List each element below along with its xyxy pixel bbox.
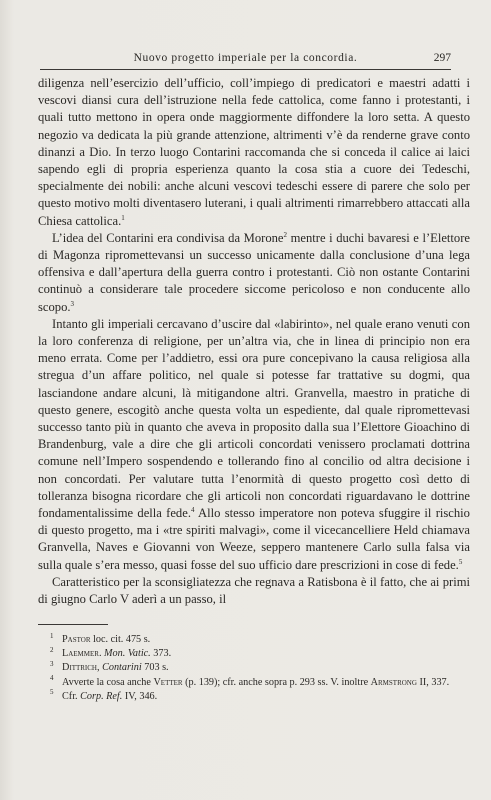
paragraph-4: Caratteristico per la sconsigliatezza che regnava a Ratisbona è il fatto, che ai primi di giugno Carlo V aderì a un passo, il	[38, 574, 470, 607]
body-text	[38, 75, 470, 608]
footnote-rule	[38, 624, 108, 625]
footnote-1: 1 Pastor loc. cit. 475 s.	[50, 631, 151, 645]
footnote-ref-5: 5	[458, 557, 463, 566]
footnote-ref-3: 3	[70, 299, 75, 308]
page-number: 297	[433, 52, 451, 64]
footnote-4: 4 Avverte la cosa anche Vetter (p. 139); cfr. anche sopra p. 293 ss. V. inoltre Armstrong II, 337.	[50, 674, 450, 688]
footnote-ref-1: 1	[121, 213, 125, 222]
paragraph-3: Intanto gli imperiali cercavano d’uscire dal «labirinto», nel quale erano venuti con la loro conferenza di religione, per un’altra via, che in linea di principio non era meno errata. Come per l’addietro, essi ora pure concepivano la causa religiosa alla stregua d’un affare politico, nel quale si potesse far trattative su dogmi, qua lasciandone andare alcuni, là mitigandone altri. Granvella, maestro in pratiche di questo genere, escogitò anche questa volta un espediente, dal quale ripromettevasi successo tanto più in quanto che aveva in proposito dalla sua l’Elettore Gioachino di Brandenburg, vale a dire che gli articoli concordati venissero proclamati dottrina comune nell’Impero sospendendo e tollerando fino al concilio od altra decisione i non concordati. Per valutare tutta l’enormità di questo progetto così detto di tolleranza bisogna ricordare che gli articoli non concordati riguardavano le dottrine fondamentalissime della fede.$^4$ Allo stesso imperatore non poteva sfuggire il rischio di questo progetto, ma i «tre spiriti malvagi», come il vicecancelliere Held chiamava Granvella, Naves e Giovanni von Weeze, seppero mantenere Carlo sulla falsa via sulla quale s’era messo, quasi fosse del suo ufficio dare prescrizioni in cose di fede.$^5$	[38, 316, 470, 572]
footnote-2: 2 Laemmer. Mon. Vatic. 373.	[50, 645, 172, 660]
paragraph-2: L’idea del Contarini era condivisa da Morone$^2$ mentre i duchi bavaresi e l’Elettore di Magonza ripromettevansi un successo unicamente dalla conclusione d’una lega offensiva e dall’apertura della guerra contro i protestanti. Ciò non ostante Contarini continuò a considerare tale procedere siccome pericoloso e non conducente allo scopo.$^3$	[38, 230, 471, 314]
running-title: Nuovo progetto imperiale per la concordia.	[133, 52, 358, 64]
footnote-ref-4: 4	[190, 505, 195, 514]
footnotes	[38, 633, 470, 704]
header-rule	[40, 69, 451, 70]
footnote-3: 3 Dittrich, Contarini 703 s.	[50, 660, 169, 674]
footnote-5: 5 Cfr. Corp. Ref. IV, 346.	[50, 688, 158, 702]
paragraph-1: diligenza nell’esercizio dell’ufficio, coll’impiego di predicatori e maestri adatti i vescovi diansi cura dell’istruzione nella fede cattolica, come fanno i protestanti, i quali tutto mettono in opera onde maggiormente diffondere la loro setta. A questo negozio va dedicata la più grande attenzione, altrimenti v’è da renderne grave conto dinanzi a Dio. In terzo luogo Contarini raccomanda che si conceda il calice ai laici sapendo egli di propria esperienza quanto la cosa stia a cuore dei Tedeschi, specialmente dei nobili: anche alcuni vescovi tedeschi essere di parere che solo per questo motivo molti diventasero luterani, i quali altrimenti rimarrebbero attaccati alla Chiesa cattolica.$^1$	[38, 76, 470, 228]
footnote-ref-2: 2	[283, 230, 288, 239]
